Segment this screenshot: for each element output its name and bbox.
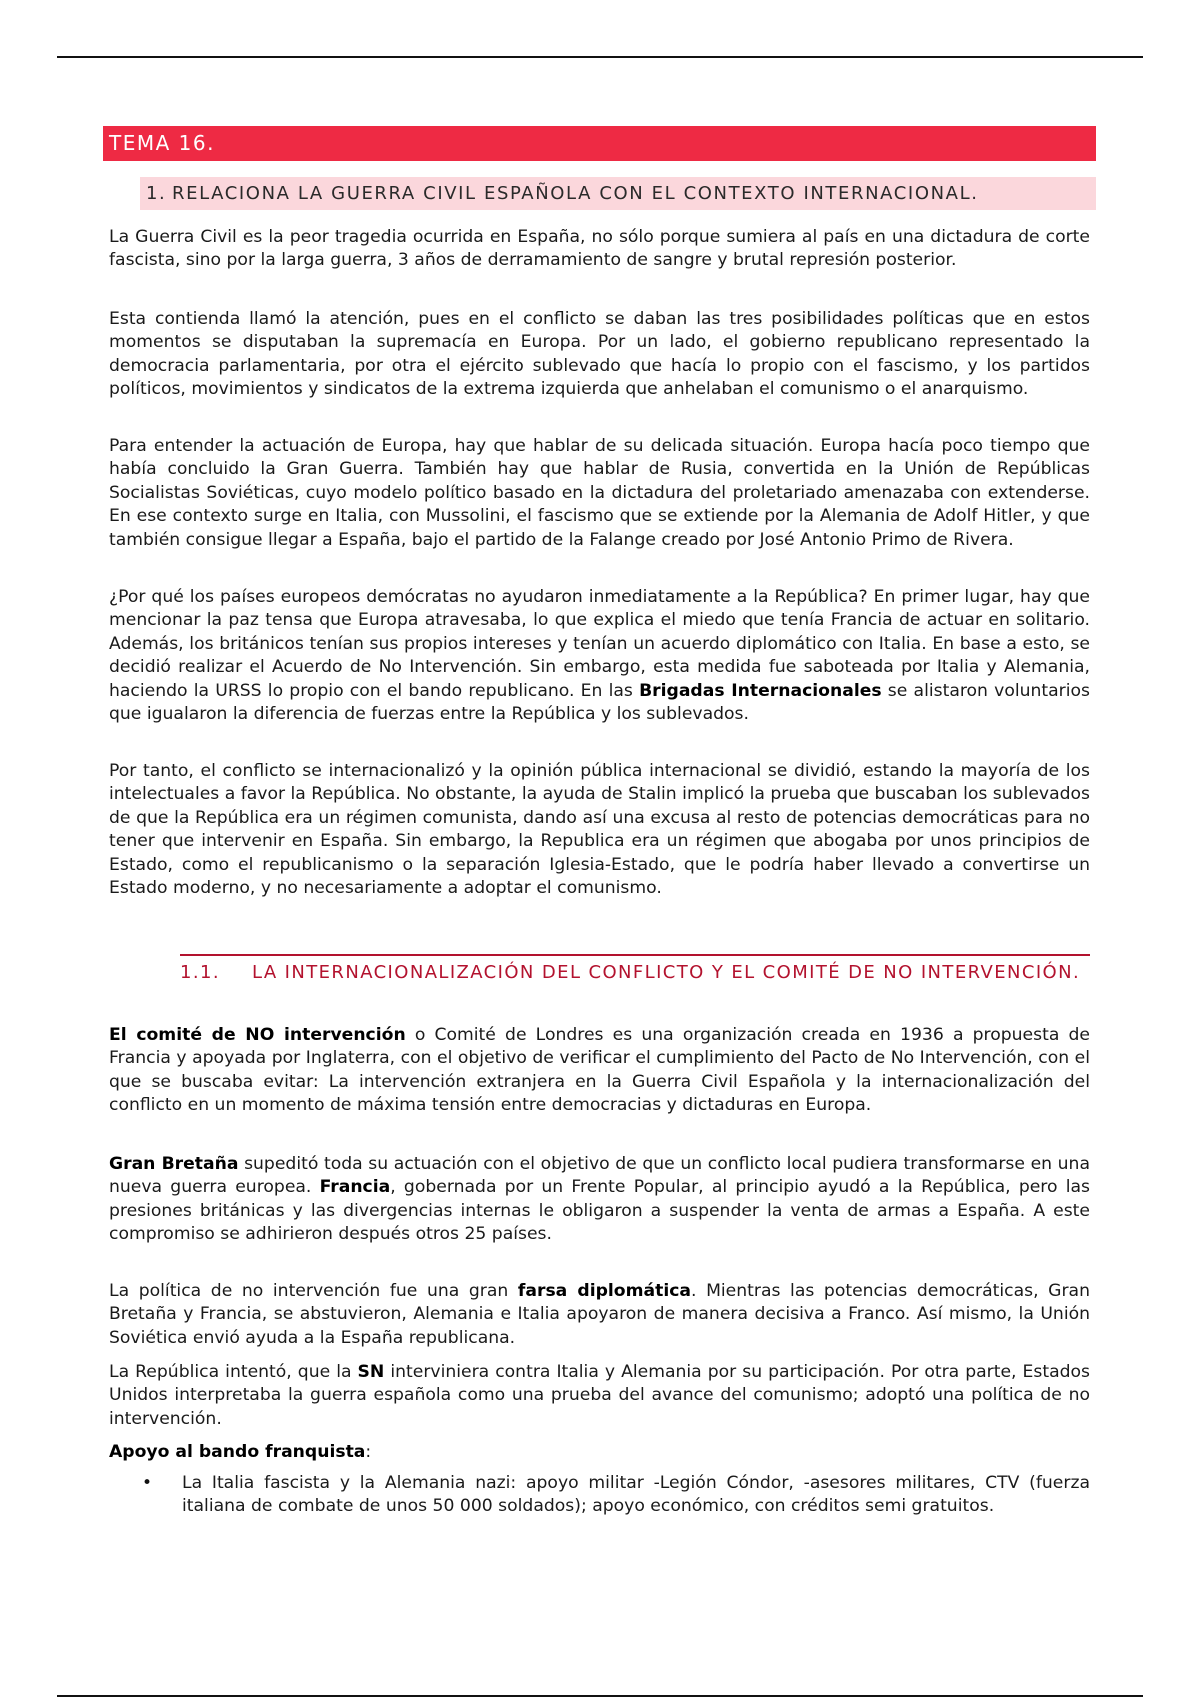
tema-title: TEMA 16. xyxy=(109,131,215,155)
text-run: . Mientras las potencias democráticas, Gran Bretaña y Francia, se abstuvieron, Alemania e Italia apoyaron de manera decisiva a Franco. Así mismo, la Unión Soviética envió ayuda a la España republicana. xyxy=(109,1281,1090,1348)
bold-text: Brigadas Internacionales xyxy=(639,680,882,701)
subsection-paragraph-1 xyxy=(109,1024,1090,1118)
subsection-number: 1.1. xyxy=(180,962,220,983)
paragraph-text: Para entender la actuación de Europa, hay que hablar de su delicada situación. Europa hacía poco tiempo que había concluido la Gran Guerra. También hay que hablar de Rusia, convertida en la Unión de Repúblicas Socialistas Soviéticas, cuyo modelo político basado en la dictadura del proletariado amenazaba con extenderse. En ese contexto surge en Italia, con Mussolini, el fascismo que se extiende por la Alemania de Adolf Hitler, y que también consigue llegar a España, bajo el partido de la Falange creado por José Antonio Primo de Rivera. xyxy=(109,436,1090,550)
section-1-paragraph-2 xyxy=(109,308,1090,402)
subsection-rule xyxy=(180,954,1090,956)
paragraph-text xyxy=(109,1024,1090,1118)
subsection-title: LA INTERNACIONALIZACIÓN DEL CONFLICTO Y EL COMITÉ DE NO INTERVENCIÓN. xyxy=(252,962,1081,983)
text-run: La política de no intervención fue una gran xyxy=(109,1281,518,1301)
bullet-icon: • xyxy=(142,1473,153,1493)
bold-text: Gran Bretaña xyxy=(109,1154,239,1174)
top-rule xyxy=(57,56,1143,58)
paragraph-text xyxy=(109,1361,1090,1431)
text-run: interviniera contra Italia y Alemania por su participación. Por otra parte, Estados Unidos interpretaba la guerra española como una prueba del avance del comunismo; adoptó una política de no intervención. xyxy=(109,1362,1090,1429)
paragraph-text: La Guerra Civil es la peor tragedia ocurrida en España, no sólo porque sumiera al país en una dictadura de corte fascista, sino por la larga guerra, 3 años de derramamiento de sangre y brutal represión posterior. xyxy=(109,227,1090,271)
section-1-number: 1. xyxy=(146,183,167,204)
bold-text: farsa diplomática xyxy=(517,1281,691,1301)
apoyo-label: Apoyo al bando franquista xyxy=(109,1442,366,1462)
paragraph-text: Esta contienda llamó la atención, pues en el conflicto se daban las tres posibilidades políticas que en estos momentos se disputaban la supremacía en Europa. Por un lado, el gobierno republicano representado la democracia parlamentaria, por otra el ejército sublevado que hacía lo propio con el fascismo, y los partidos políticos, movimientos y sindicatos de la extrema izquierda que anhelaban el comunismo o el anarquismo. xyxy=(109,309,1090,400)
text-run: , gobernada por un Frente Popular, al principio ayudó a la República, pero las presiones británicas y las divergencias internas le obligaron a suspender la venta de armas a España. A este compromiso se adhirieron después otros 25 países. xyxy=(109,1177,1090,1245)
list-item xyxy=(109,1472,1090,1519)
text-run: o Comité de Londres es una organización creada en 1936 a propuesta de Francia y apoyada por Inglaterra, con el objetivo de verificar el cumplimiento del Pacto de No Intervención, con el que se buscaba evitar: La intervención extranjera en la Guerra Civil Española y la internacionalización del conflicto en un momento de máxima tensión entre democracias y dictaduras en Europa. xyxy=(109,1025,1090,1116)
section-1-title: RELACIONA LA GUERRA CIVIL ESPAÑOLA CON EL CONTEXTO INTERNACIONAL. xyxy=(172,183,979,204)
bold-text: Francia xyxy=(319,1177,391,1198)
section-1-paragraph-5 xyxy=(109,760,1090,900)
subsection-paragraph-2 xyxy=(109,1153,1090,1247)
text-run: supeditó toda su actuación con el objetivo de que un conflicto local pudiera transformarse en una nueva guerra europea. xyxy=(109,1154,1090,1198)
bold-text: SN xyxy=(357,1362,385,1382)
text-run: se alistaron voluntarios que igualaron la diferencia de fuerzas entre la República y los sublevados. xyxy=(109,680,1090,725)
subsection-paragraph-3 xyxy=(109,1280,1090,1350)
apoyo-colon: : xyxy=(365,1442,372,1462)
paragraph-text xyxy=(109,1441,1090,1464)
text-run: ¿Por qué los países europeos demócratas no ayudaron inmediatamente a la República? En primer lugar, hay que mencionar la paz tensa que Europa atravesaba, lo que explica el miedo que tenía Francia de actuar en solitario. Además, los británicos tenían sus propios intereses y tenían un acuerdo diplomático con Italia. En base a esto, se decidió realizar el Acuerdo de No Intervención. Sin embargo, esta medida fue saboteada por Italia y Alemania, haciendo la URSS lo propio con el bando republicano. En las xyxy=(109,587,1090,701)
subsection-paragraph-4 xyxy=(109,1361,1090,1431)
text-run: La República intentó, que la xyxy=(109,1362,358,1382)
list-item-text: La Italia fascista y la Alemania nazi: apoyo militar -Legión Cóndor, -asesores militares, CTV (fuerza italiana de combate de unos 50 000 soldados); apoyo económico, con créditos semi gratuitos. xyxy=(182,1473,1090,1517)
section-1-paragraph-3 xyxy=(109,435,1090,552)
apoyo-label-line xyxy=(109,1441,1090,1464)
bold-text: El comité de NO intervención xyxy=(109,1025,406,1045)
paragraph-text xyxy=(109,1280,1090,1350)
subsection-1-1-heading xyxy=(180,960,1090,986)
bottom-rule xyxy=(57,1695,1143,1697)
tema-heading xyxy=(103,126,1096,161)
paragraph-text xyxy=(109,586,1090,726)
section-1-paragraph-1 xyxy=(109,226,1090,273)
section-1-paragraph-4 xyxy=(109,586,1090,726)
paragraph-text xyxy=(109,1153,1090,1247)
bullet-list xyxy=(109,1472,1090,1519)
paragraph-text: Por tanto, el conflicto se internacionalizó y la opinión pública internacional se dividió, estando la mayoría de los intelectuales a favor la República. No obstante, la ayuda de Stalin implicó la prueba que buscaban los sublevados de que la República era un régimen comunista, dando así una excusa al resto de potencias democráticas para no tener que intervenir en España. Sin embargo, la Republica era un régimen que abogaba por unos principios de Estado, como el republicanismo o la separación Iglesia-Estado, que le podría haber llevado a convertirse un Estado moderno, y no necesariamente a adoptar el comunismo. xyxy=(109,761,1090,899)
section-1-heading xyxy=(140,177,1096,210)
